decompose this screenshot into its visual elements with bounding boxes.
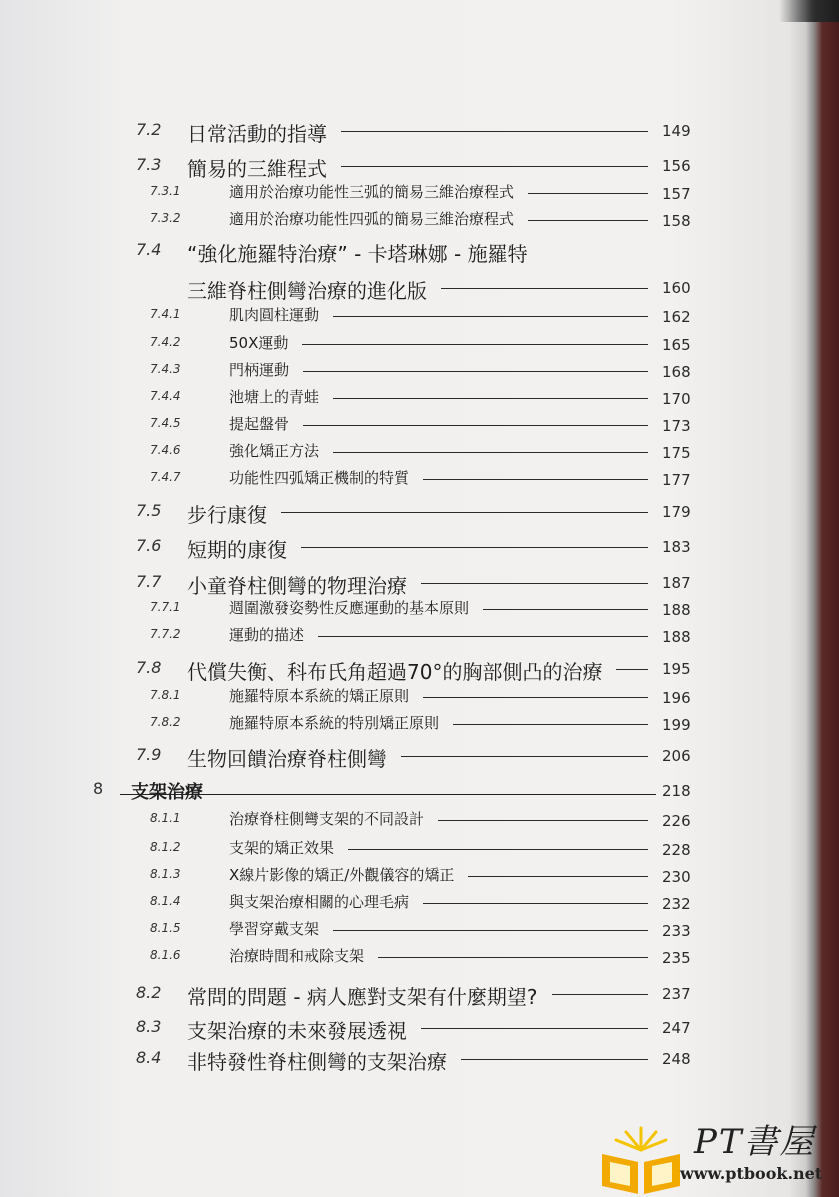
toc-entry-title: 治療時間和戒除支架 [229,947,365,965]
toc-entry-number: 7.9 [136,745,162,764]
toc-entry-title: 週圍激發姿勢性反應運動的基本原則 [229,599,470,617]
leader-line [461,1059,648,1060]
leader-line [333,398,648,399]
toc-entry [0,891,700,921]
toc-entry [0,685,700,715]
toc-entry-page: 230 [662,868,691,886]
toc-entry-title: 池塘上的青蛙 [229,388,320,406]
toc-entry [0,570,700,600]
toc-entry-page: 218 [662,782,691,800]
toc-entry-number: 7.4.3 [150,362,181,376]
toc-entry-title: 治療脊柱側彎支架的不同設計 [229,810,425,828]
book-icon [596,1124,686,1196]
toc-entry-title: 肌肉圓柱運動 [229,306,320,324]
leader-line [302,344,648,345]
toc-entry-title: 代償失衡、科布氏角超過70°的胸部側凸的治療 [187,660,603,684]
toc-entry-number: 8.1.3 [150,867,181,881]
watermark-logo [596,1104,836,1194]
toc-entry-page: 187 [662,574,691,592]
leader-line [552,994,648,995]
toc-entry-page: 206 [662,747,691,765]
toc-entry-number: 7.4.2 [150,335,181,349]
toc-entry [0,1015,700,1045]
toc-entry-number: 7.7.2 [150,627,181,641]
leader-line [423,697,648,698]
toc-entry-title: 短期的康復 [187,538,287,562]
toc-entry-number: 8.4 [136,1048,162,1067]
toc-entry-number: 7.6 [136,536,162,555]
toc-entry-number: 7.4.7 [150,470,181,484]
toc-entry-number: 8.1.1 [150,811,181,825]
toc-entry-page: 160 [662,279,691,297]
toc-entry-number: 7.4.6 [150,443,181,457]
leader-line [483,609,648,610]
leader-line [528,220,648,221]
toc-entry-title: 支架的矯正效果 [229,839,335,857]
leader-line [441,288,648,289]
toc-entry [0,440,700,470]
watermark-name: PT書屋 [694,1122,816,1162]
toc-entry-page: 196 [662,689,691,707]
toc-entry [0,181,700,211]
toc-entry-title: “強化施羅特治療” - 卡塔琳娜 - 施羅特 [187,242,528,266]
toc-entry-number: 7.3 [136,155,162,174]
toc-entry-number: 7.3.2 [150,211,181,225]
toc-entry-number: 7.5 [136,501,162,520]
toc-entry-number: 7.3.1 [150,184,181,198]
leader-line [318,636,648,637]
toc-entry-page: 248 [662,1050,691,1068]
toc-entry [0,712,700,742]
toc-entry-page: 173 [662,417,691,435]
toc-entry-number: 7.8 [136,658,162,677]
toc-entry-page: 175 [662,444,691,462]
toc-entry [0,467,700,497]
toc-entry-page: 199 [662,716,691,734]
toc-entry-page: 149 [662,122,691,140]
toc-entry-title: 強化矯正方法 [229,442,320,460]
leader-line [333,452,648,453]
toc-entry [0,238,700,268]
toc-entry-title: 小童脊柱側彎的物理治療 [187,574,407,598]
leader-line [341,131,648,132]
toc-entry-title: 支架治療 [131,782,203,803]
toc-entry-number: 7.7.1 [150,600,181,614]
toc-entry-title: 非特發性脊柱側彎的支架治療 [187,1050,447,1074]
toc-entry [0,1046,700,1076]
toc-entry-page: 237 [662,985,691,1003]
toc-entry [0,624,700,654]
leader-line [468,876,648,877]
toc-entry-title: 簡易的三維程式 [187,157,327,181]
leader-line [333,316,648,317]
toc-entry-number: 8.3 [136,1017,162,1036]
toc-entry-title: 提起盤骨 [229,415,290,433]
leader-line [301,547,648,548]
toc-entry-number: 8.2 [136,983,162,1002]
toc-entry-number: 7.4 [136,240,162,259]
toc-entry-page: 232 [662,895,691,913]
toc-entry-page: 228 [662,841,691,859]
leader-line [333,930,648,931]
toc-entry-title: 生物回饋治療脊柱側彎 [187,747,387,771]
toc-entry-page: 165 [662,336,691,354]
toc-entry [0,534,700,564]
toc-entry-page: 235 [662,949,691,967]
toc-entry-number: 8.1.5 [150,921,181,935]
leader-line [423,903,648,904]
toc-entry-page: 247 [662,1019,691,1037]
toc-entry-title: 50X運動 [229,334,289,352]
toc-entry-number: 7.2 [136,120,162,139]
toc-entry [0,945,700,975]
leader-line [438,820,648,821]
toc-entry [0,656,700,686]
toc-entry [0,118,700,148]
toc-entry-title: 功能性四弧矯正機制的特質 [229,469,410,487]
toc-entry-page: 188 [662,601,691,619]
toc-entry [0,808,700,838]
toc-entry [0,275,700,305]
toc-entry [0,499,700,529]
toc-entry-number: 7.8.2 [150,715,181,729]
toc-entry-title: 步行康復 [187,503,267,527]
toc-entry [0,837,700,867]
toc-entry-title: 適用於治療功能性三弧的簡易三維治療程式 [229,183,515,201]
toc-entry [0,386,700,416]
toc-entry-number: 7.4.5 [150,416,181,430]
toc-entry-page: 195 [662,660,691,678]
toc-entry [0,304,700,334]
toc-entry-title: 運動的描述 [229,626,305,644]
toc-entry-number: 8.1.2 [150,840,181,854]
toc-entry [0,413,700,443]
leader-line [303,425,648,426]
toc-entry-page: 226 [662,812,691,830]
toc-entry-page: 170 [662,390,691,408]
toc-entry-page: 188 [662,628,691,646]
leader-line [453,724,648,725]
leader-line [616,669,648,670]
toc-entry [0,359,700,389]
toc-entry-number: 8.1.4 [150,894,181,908]
toc-entry [0,208,700,238]
toc-entry-number: 7.4.4 [150,389,181,403]
toc-entry-page: 158 [662,212,691,230]
toc-entry [0,864,700,894]
toc-entry [0,981,700,1011]
leader-line [341,166,648,167]
toc-entry-title: 施羅特原本系統的特別矯正原則 [229,714,440,732]
leader-line [421,583,648,584]
toc-entry-title: 三維脊柱側彎治療的進化版 [187,279,427,303]
leader-line [421,1028,648,1029]
toc-entry [0,743,700,773]
toc-entry [0,153,700,183]
watermark-url: www.ptbook.net [680,1164,823,1183]
toc-entry-title: 支架治療的未來發展透視 [187,1019,407,1043]
toc-entry-page: 177 [662,471,691,489]
toc-entry-number: 8.1.6 [150,948,181,962]
toc-entry [0,918,700,948]
leader-line [378,957,648,958]
toc-entry-page: 233 [662,922,691,940]
leader-line [401,756,648,757]
toc-chapter [0,778,700,808]
toc-entry-title: 學習穿戴支架 [229,920,320,938]
toc-entry [0,332,700,362]
leader-line [281,512,648,513]
toc-entry-title: 適用於治療功能性四弧的簡易三維治療程式 [229,210,515,228]
toc-entry-title: 與支架治療相關的心理毛病 [229,893,410,911]
toc-entry-page: 179 [662,503,691,521]
toc-entry-page: 157 [662,185,691,203]
toc-entry-number: 7.8.1 [150,688,181,702]
leader-line [348,849,648,850]
toc-entry-title: 門柄運動 [229,361,290,379]
toc-entry-title: X線片影像的矯正/外觀儀容的矯正 [229,866,455,884]
toc-entry [0,597,700,627]
toc-entry-title: 施羅特原本系統的矯正原則 [229,687,410,705]
toc-entry-number: 7.4.1 [150,307,181,321]
toc-entry-page: 183 [662,538,691,556]
chapter-rule [120,794,656,795]
toc-entry-title: 日常活動的指導 [187,122,327,146]
toc-entry-page: 162 [662,308,691,326]
toc-entry-title: 常問的問題 - 病人應對支架有什麼期望? [187,985,538,1009]
toc-entry-number: 7.7 [136,572,162,591]
leader-line [303,371,648,372]
toc-entry-page: 156 [662,157,691,175]
toc-entry-page: 168 [662,363,691,381]
leader-line [423,479,648,480]
leader-line [528,193,648,194]
toc-entry-number: 8 [93,779,104,798]
